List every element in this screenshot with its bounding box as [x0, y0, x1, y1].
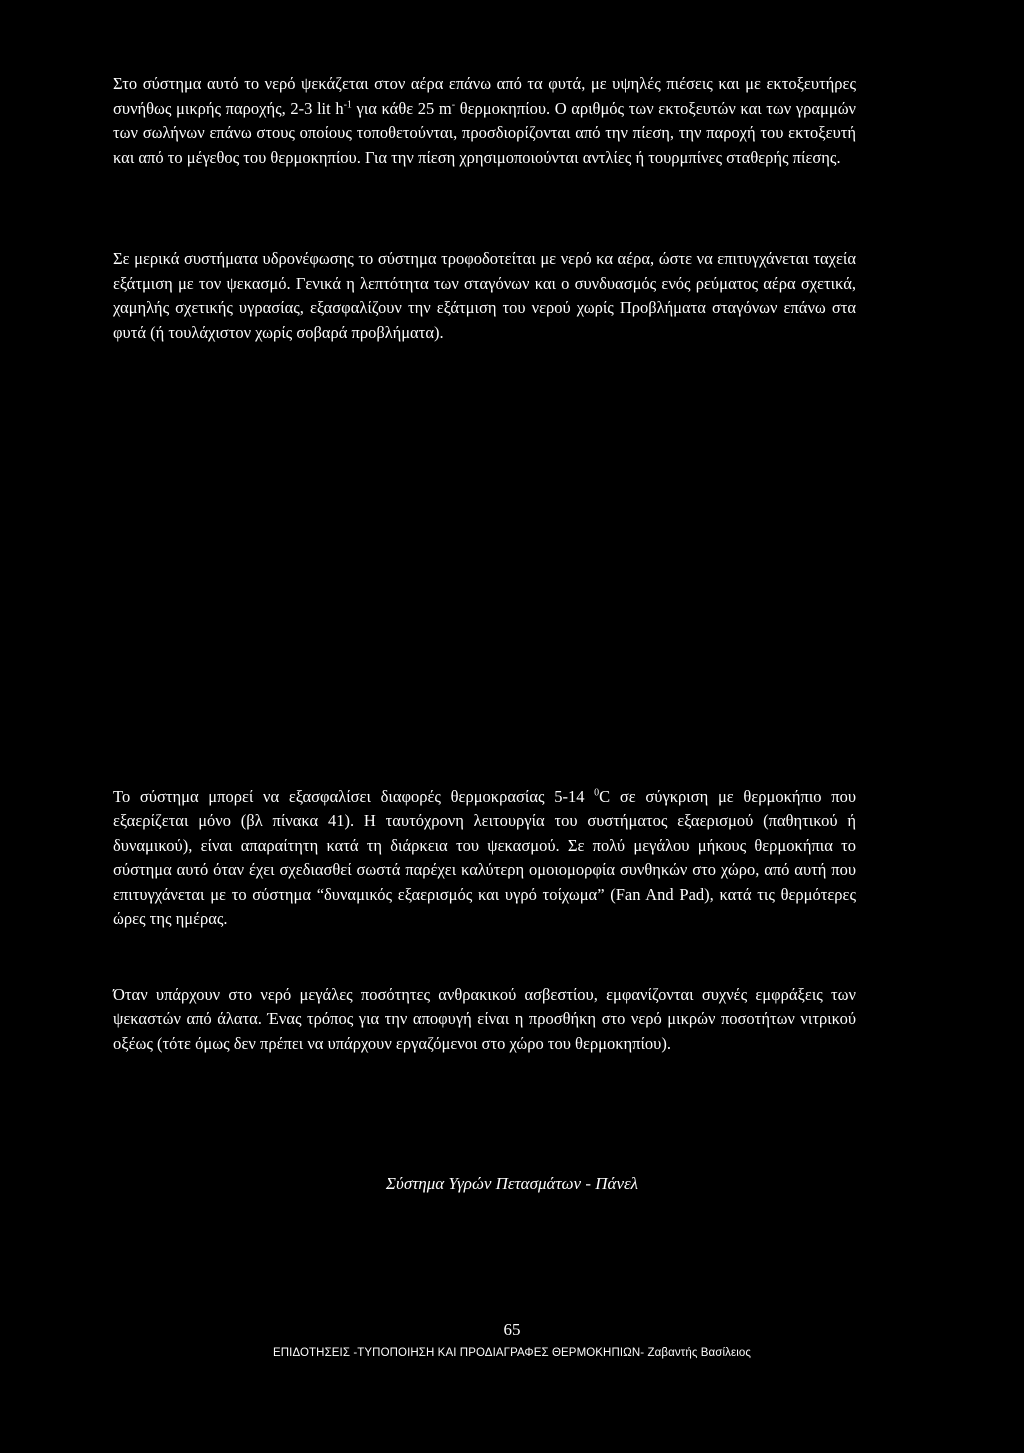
paragraph-misting-system — [113, 72, 856, 170]
paragraph-temperature-difference — [113, 785, 856, 931]
paragraph-temperature-text-2: C σε σύγκριση με θερμοκήπιο που εξαερίζεται μόνο (βλ πίνακα 41). Η ταυτόχρονη λειτουργία του συστήματος εξαερισμού (παθητικού ή δυναμικού), είναι απαραίτητη κατά τη διάρκεια του ψεκασμού. Σε πολύ μεγάλου μήκους θερμοκήπια το σύστημα αυτό όταν έχει σχεδιασθεί σωστά παρέχει καλύτερη ομοιομορφία συνθηκών στο χώρο, από αυτή που επιτυγχάνεται με το σύστημα “δυναμικός εξαερισμός και υγρό τοίχωμα” (Fan And Pad), κατά τις θερμότερες ώρες της ημέρας. — [113, 787, 856, 929]
paragraph-temperature-text-1: Το σύστημα μπορεί να εξασφαλίσει διαφορές θερμοκρασίας 5-14 — [113, 787, 595, 806]
paragraph-misting-text-2: για κάθε 25 m — [351, 98, 452, 118]
figure-caption: Σύστημα Υγρών Πετασμάτων - Πάνελ — [385, 1174, 639, 1193]
paragraph-fogging-air: Σε μερικά συστήματα υδρονέφωσης το σύστημα τροφοδοτείται με νερό κα αέρα, ώστε να επιτυγχάνεται ταχεία εξάτμιση με τον ψεκασμό. Γενικά η λεπτότητα των σταγόνων και ο συνδυασμός ενός ρεύματος αέρα σχετικά, χαμηλής σχετικής υγρασίας, εξασφαλίζουν την εξάτμιση του νερού χωρίς Προβλήματα σταγόνων επάνω στα φυτά (ή τουλάχιστον χωρίς σοβαρά προβλήματα). — [113, 249, 856, 342]
unit-superscript-2: - — [451, 99, 456, 111]
page-number: 65 — [503, 1320, 521, 1339]
running-footer: ΕΠΙΔΟΤΗΣΕΙΣ -ΤΥΠΟΠΟΙΗΣΗ ΚΑΙ ΠΡΟΔΙΑΓΡΑΦΕΣ ΘΕΡΜΟΚΗΠΙΩΝ- Ζαβαντής Βασίλειος — [272, 1347, 751, 1359]
degree-superscript: 0 — [594, 787, 600, 799]
paragraph-calcium-clogging: Όταν υπάρχουν στο νερό μεγάλες ποσότητες ανθρακικού ασβεστίου, εμφανίζονται συχνές εμφράξεις των ψεκαστών από άλατα. Ένας τρόπος για την αποφυγή είναι η προσθήκη στο νερό μικρών ποσοτήτων νιτρικού οξέως (τότε όμως δεν πρέπει να υπάρχουν εργαζόμενοι στο χώρο του θερμοκηπίου). — [113, 985, 856, 1053]
paragraph-misting-text-3: θερμοκηπίου. Ο αριθμός των εκτοξευτών και των γραμμών των σωλήνων επάνω στους οποίους τοποθετούνται, προσδιορίζονται από την πίεση, την παροχή του εκτοξευτή και από το μέγεθος του θερμοκηπίου. Για την πίεση χρησιμοποιούνται αντλίες ή τουρμπίνες σταθερής πίεσης. — [113, 98, 857, 167]
unit-superscript-1: -1 — [343, 99, 352, 111]
paragraph-misting-text-1: Στο σύστημα αυτό το νερό ψεκάζεται στον αέρα επάνω από τα φυτά, με υψηλές πιέσεις και με εκτοξευτήρες συνήθως μικρής παροχής, 2-3 lit h — [113, 74, 856, 118]
